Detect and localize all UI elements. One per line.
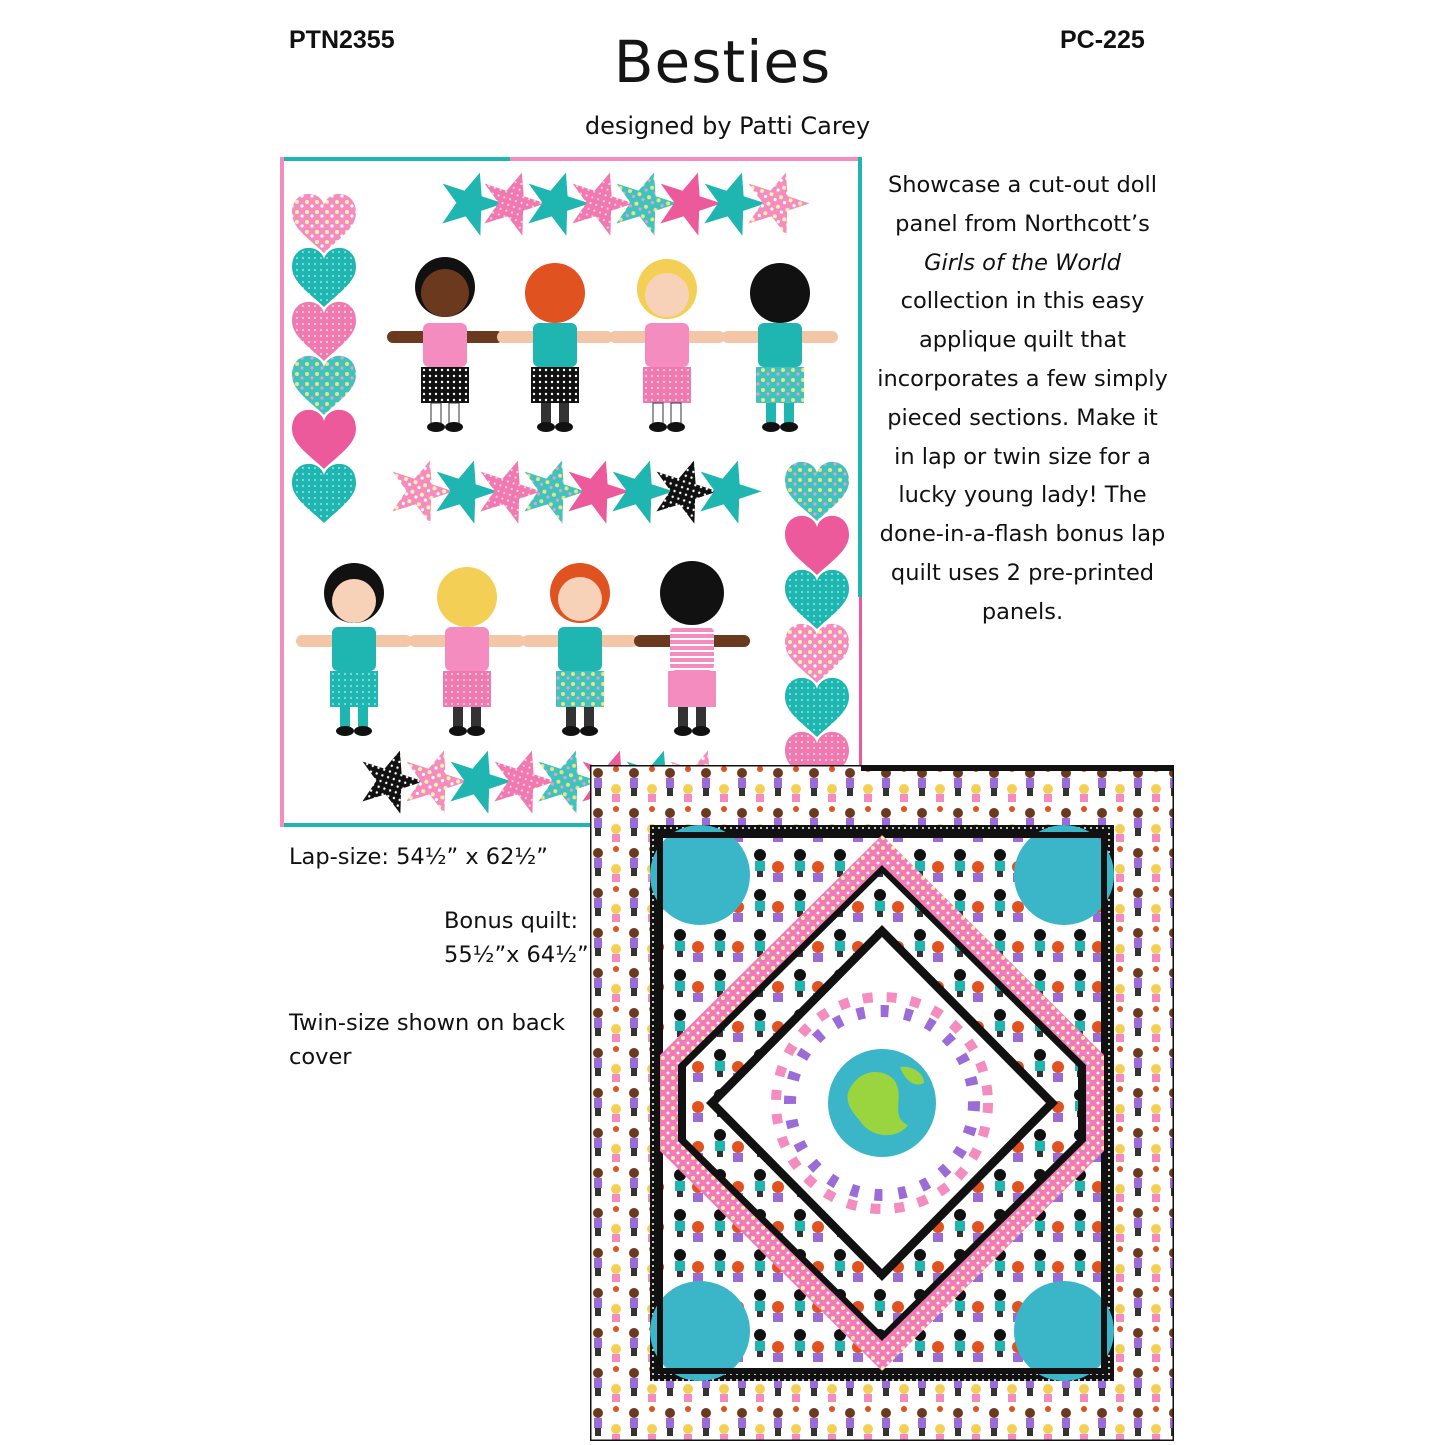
designer-byline: designed by Patti Carey	[584, 112, 871, 140]
lap-size-text: Lap-size: 54½” x 62½”	[289, 844, 548, 870]
description-line: done-in-a-flash bonus lap	[879, 521, 1166, 548]
pattern-description	[870, 166, 1175, 632]
description-line: pieced sections. Make it	[887, 404, 1158, 431]
description-line: quilt uses 2 pre-printed	[890, 559, 1155, 586]
description-line: lucky young lady! The	[898, 482, 1147, 509]
page-title: Besties	[613, 28, 832, 96]
description-line: in lap or twin size for a	[894, 443, 1151, 470]
description-line: collection in this easy	[900, 288, 1145, 315]
collection-name: Girls of the World	[924, 249, 1121, 276]
description-line: Showcase a cut-out doll	[887, 172, 1158, 198]
description-line: incorporates a few simply	[877, 365, 1168, 392]
description-line: panel from Northcott’s	[895, 210, 1150, 237]
bonus-quilt-image	[590, 765, 1174, 1441]
bonus-quilt-dimensions: 55½”x 64½”	[444, 942, 589, 968]
twin-size-note: Twin-size shown on back cover	[289, 1010, 566, 1070]
catalog-code: PC-225	[1060, 26, 1145, 54]
bonus-quilt-label: Bonus quilt:	[444, 908, 579, 934]
lap-quilt-image	[280, 157, 862, 827]
pattern-number: PTN2355	[289, 26, 395, 54]
bonus-quilt-size	[444, 904, 589, 972]
description-line: panels.	[981, 598, 1064, 625]
description-line: applique quilt that	[918, 327, 1127, 354]
